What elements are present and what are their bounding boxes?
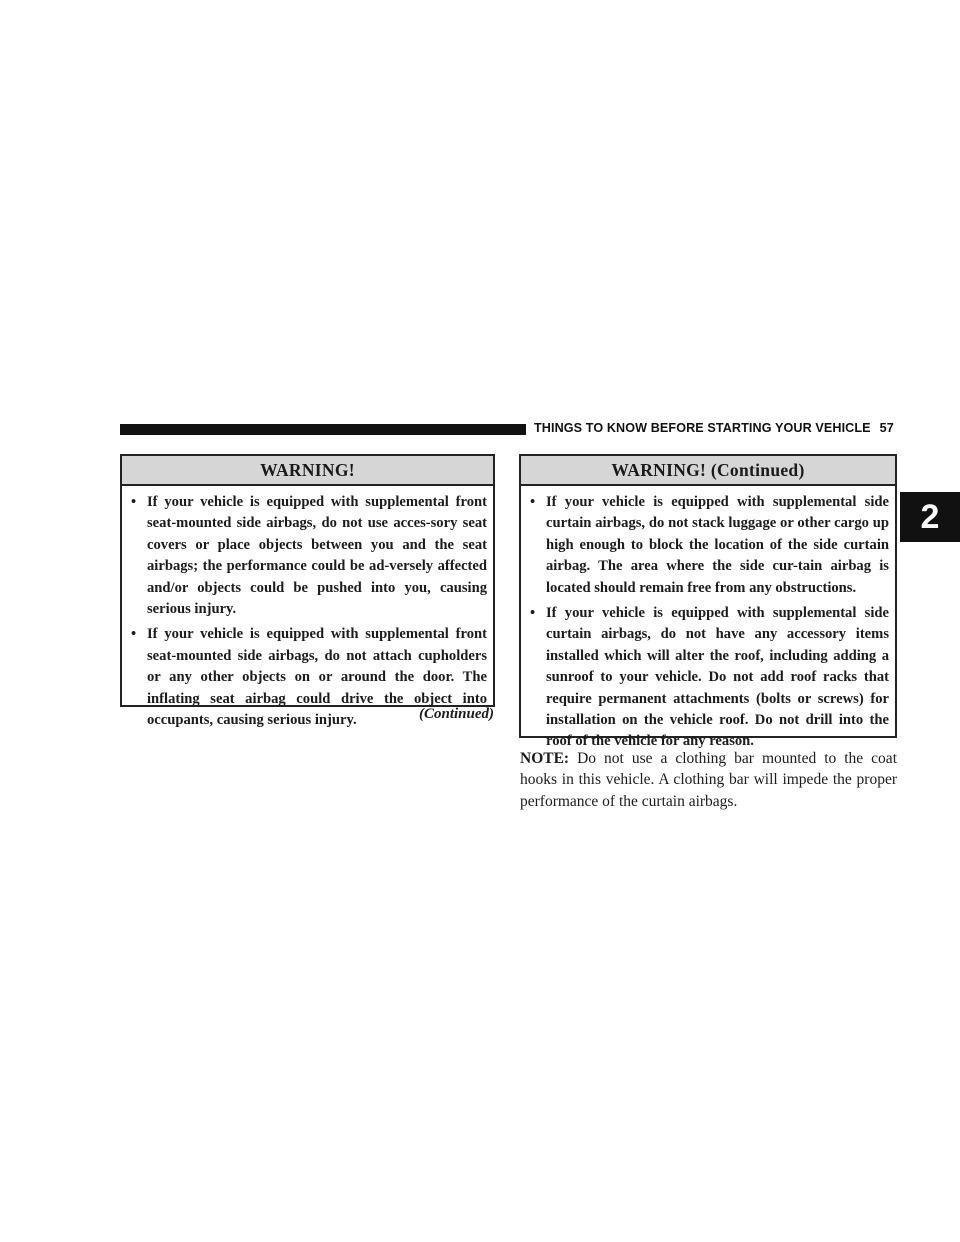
warning-bullet [530, 603, 889, 753]
bullet-icon: • [530, 494, 536, 510]
warning-body [122, 486, 493, 739]
page-number: 57 [879, 421, 894, 435]
note-label: NOTE: [520, 750, 570, 767]
warning-heading: WARNING! (Continued) [521, 456, 895, 486]
warning-bullet [530, 492, 889, 599]
warning-box-right [519, 454, 897, 750]
warning-bullet-text: If your vehicle is equipped with supplemental front seat-mounted side airbags, do not use acces-sory seat covers or place objects between you and the seat airbags; the performance could be ad-versely affected and/or objects could be pushed into you, causing serious injury. [147, 494, 487, 618]
note-text: Do not use a clothing bar mounted to the coat hooks in this vehicle. A clothing bar will impede the proper performance of the curtain airbags. [520, 750, 897, 810]
warning-body [521, 486, 895, 761]
warning-heading: WARNING! [122, 456, 493, 486]
header-title: THINGS TO KNOW BEFORE STARTING YOUR VEHICLE [534, 421, 871, 435]
warning-bullet-text: If your vehicle is equipped with supplemental front seat-mounted side airbags, do not attach cupholders or any other objects on or around the door. The inflating seat airbag could drive the object into occupants, causing serious injury. [147, 626, 487, 729]
warning-bullet-text: If your vehicle is equipped with supplemental side curtain airbags, do not stack luggage or other cargo up high enough to block the location of the side curtain airbag. The area where the side cur-tain airbag is located should remain free from any obstructions. [546, 494, 889, 596]
bullet-icon: • [131, 494, 137, 510]
chapter-tab: 2 [900, 492, 960, 542]
warning-bullet [131, 492, 487, 620]
note-paragraph [520, 748, 897, 812]
continued-label: (Continued) [418, 706, 494, 722]
running-header [534, 421, 894, 435]
bullet-icon: • [131, 626, 137, 643]
header-rule [120, 424, 526, 435]
warning-bullet-text: If your vehicle is equipped with supplemental side curtain airbags, do not have any accessory items installed which will alter the roof, including adding a sunroof to your vehicle. Do not add roof racks that require permanent attachments (bolts or screws) for installation on the vehicle roof. Do not drill into the roof of the vehicle for any reason. [546, 605, 889, 750]
bullet-icon: • [530, 605, 536, 622]
